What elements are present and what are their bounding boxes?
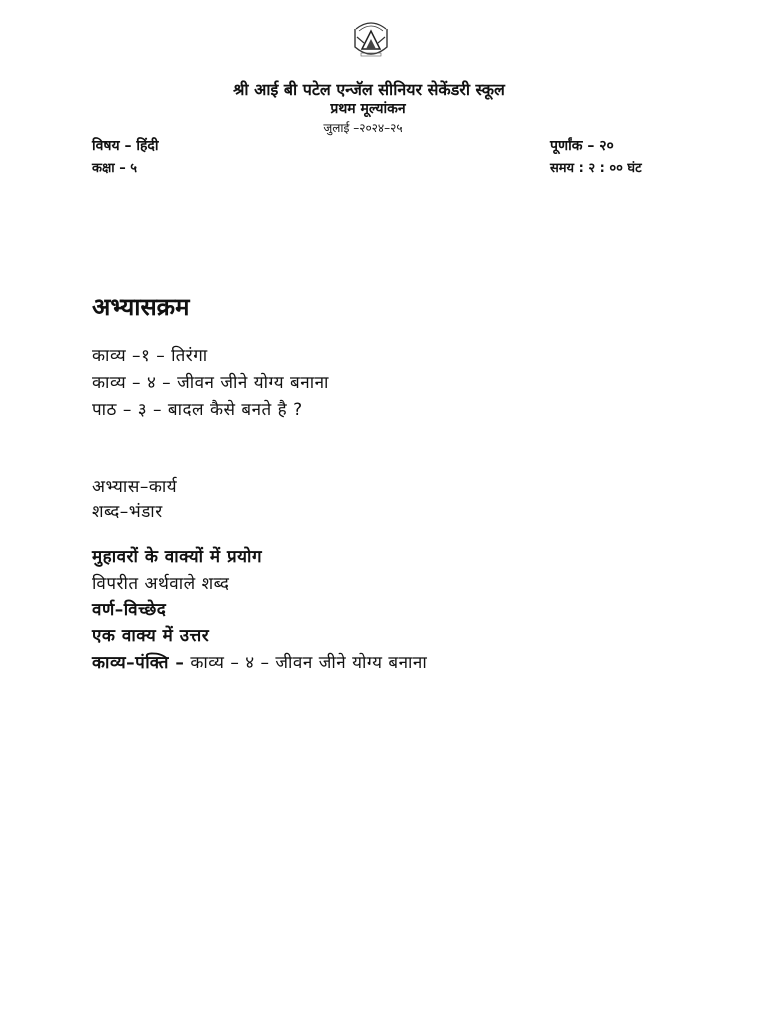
poem-lines-row (92, 650, 427, 673)
syllabus-item: काव्य –१ – तिरंगा (92, 346, 208, 366)
poem-lines-label: काव्य–पंक्ति – (92, 653, 185, 673)
letter-split: वर्ण–विच्छेद (92, 600, 167, 620)
practice-work: अभ्यास–कार्य (92, 477, 178, 497)
time-label: समय : २ : ०० घंट (550, 161, 642, 176)
school-name: श्री आई बी पटेल एन्जॅल सीनियर सेकेंडरी स्कूल (233, 80, 505, 99)
antonyms: विपरीत अर्थवाले शब्द (92, 574, 230, 594)
idioms-usage: मुहावरों के वाक्यों में प्रयोग (92, 547, 263, 567)
poem-lines-value: काव्य – ४ – जीवन जीने योग्य बनाना (190, 653, 428, 673)
vocabulary: शब्द–भंडार (92, 502, 163, 522)
syllabus-heading: अभ्यासक्रम (92, 293, 190, 321)
syllabus-item: पाठ – ३ – बादल कैसे बनते है ? (92, 400, 303, 420)
exam-title: प्रथम मूल्यांकन (330, 101, 406, 117)
school-emblem-icon (350, 15, 392, 63)
exam-session: जुलाई –२०२४–२५ (323, 121, 403, 135)
subject-label: विषय – हिंदी (92, 138, 159, 154)
max-marks-label: पूर्णांक – २० (550, 138, 614, 154)
syllabus-item: काव्य – ४ – जीवन जीने योग्य बनाना (92, 373, 329, 393)
one-line-answer: एक वाक्य में उत्तर (92, 626, 210, 646)
class-label: कक्षा – ५ (92, 161, 137, 176)
